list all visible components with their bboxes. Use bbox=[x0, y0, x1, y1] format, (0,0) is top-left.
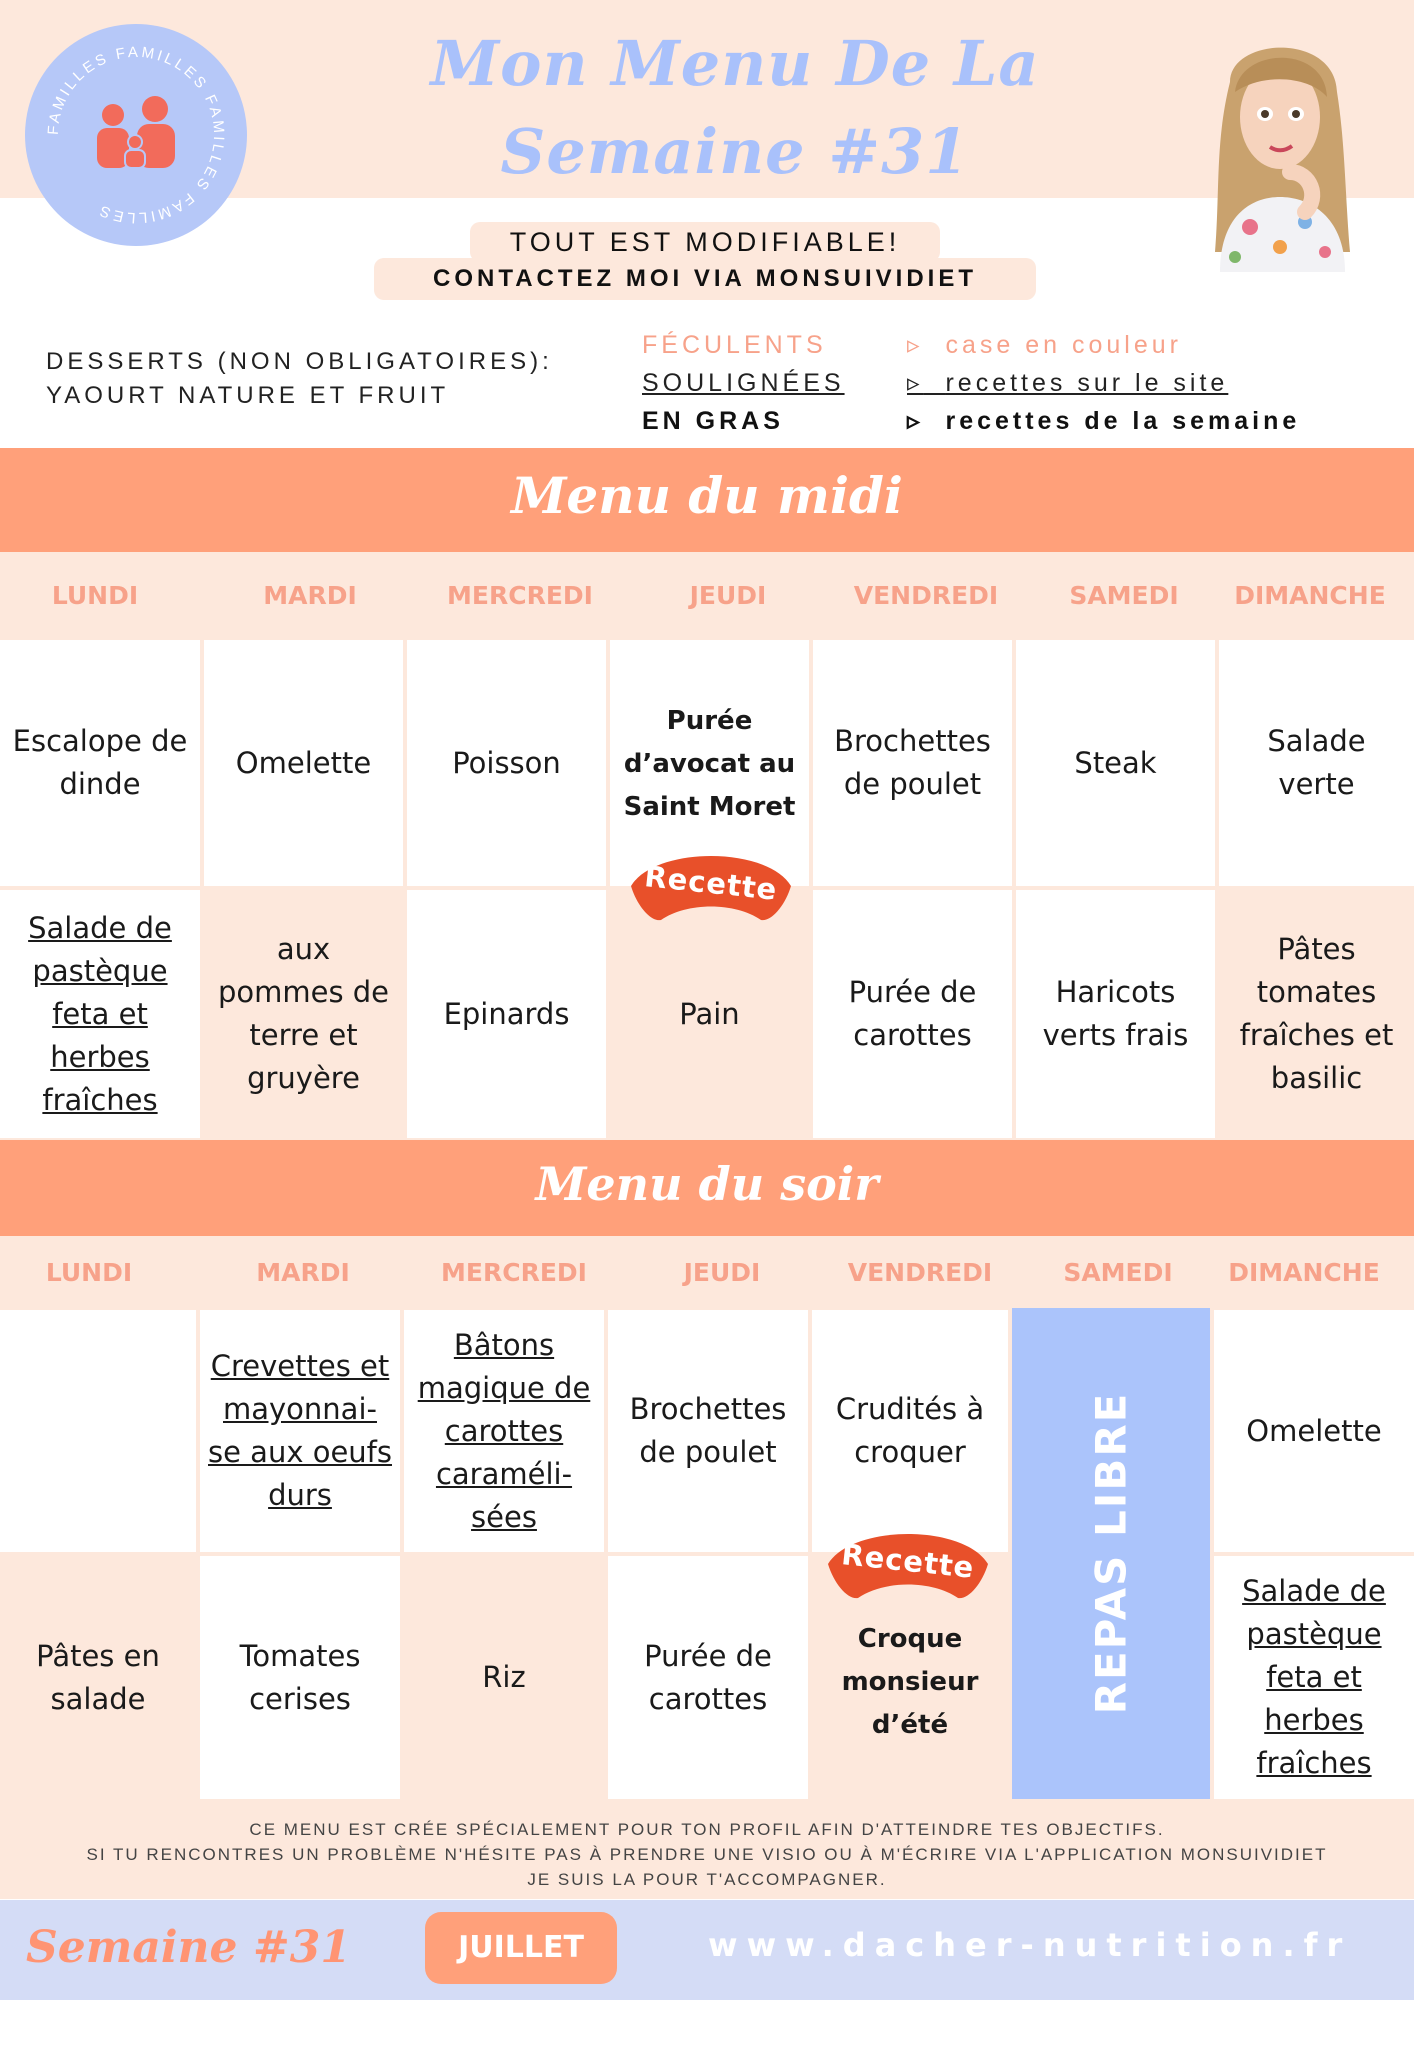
soir-mercredi-side: Riz bbox=[404, 1556, 604, 1799]
repas-libre-block bbox=[1012, 1308, 1210, 1799]
day-dimanche: DIMANCHE bbox=[1234, 580, 1386, 610]
day-mardi: MARDI bbox=[263, 580, 357, 610]
soir-lundi-side: Pâtes en salade bbox=[0, 1556, 196, 1799]
desserts-line-1: DESSERTS (NON OBLIGATOIRES): bbox=[46, 348, 553, 375]
recette-badge-soir bbox=[822, 1530, 994, 1606]
legend-row-en-gras bbox=[642, 402, 1300, 440]
midi-jeudi-main: Purée d’avocat au Saint Moret bbox=[610, 640, 809, 886]
midi-dimanche-side: Pâtes tomates fraîches et basilic bbox=[1219, 890, 1414, 1138]
soir-dimanche-main: Omelette bbox=[1214, 1310, 1414, 1552]
midi-samedi-side: Haricots verts frais bbox=[1016, 890, 1215, 1138]
family-icon bbox=[25, 24, 247, 246]
midi-mercredi-main: Poisson bbox=[407, 640, 606, 886]
day-jeudi: JEUDI bbox=[683, 1257, 761, 1287]
menu-midi-title: Menu du midi bbox=[0, 448, 1414, 552]
midi-mardi-side: aux pommes de terre et gruyère bbox=[204, 890, 403, 1138]
legend-row-soulignees bbox=[642, 364, 1300, 402]
day-vendredi: VENDREDI bbox=[847, 1257, 993, 1287]
soir-mercredi-main: Bâtons magique de carottes caraméli-sées bbox=[404, 1310, 604, 1552]
legend-desc: recettes de la semaine bbox=[945, 407, 1301, 435]
title-line-1: Mon Menu De La bbox=[430, 27, 1040, 100]
title-line-2: Semaine #31 bbox=[500, 115, 970, 188]
day-lundi: LUNDI bbox=[51, 580, 139, 610]
page-title bbox=[330, 20, 1140, 196]
midi-lundi-main: Escalope de dinde bbox=[0, 640, 200, 886]
soir-jeudi-side: Purée de carottes bbox=[608, 1556, 808, 1799]
midi-samedi-main: Steak bbox=[1016, 640, 1215, 886]
legend bbox=[642, 326, 1300, 440]
recette-label: Recette bbox=[839, 1537, 977, 1585]
footer-line-1: CE MENU EST CRÉE SPÉCIALEMENT POUR TON PROFIL AFIN D'ATTEINDRE TES OBJECTIFS. bbox=[249, 1820, 1165, 1839]
midi-jeudi-side: Pain bbox=[610, 890, 809, 1138]
footer-note bbox=[0, 1799, 1414, 1899]
svg-text:FAMILLES FAMILLES FAMILLES FAM: FAMILLES FAMILLES FAMILLES FAMILLES bbox=[44, 43, 228, 227]
desserts-note bbox=[46, 345, 553, 413]
legend-desc: recettes sur le site bbox=[945, 369, 1229, 397]
day-lundi: LUNDI bbox=[45, 1257, 133, 1287]
nutritionist-avatar bbox=[1195, 22, 1365, 272]
week-tag: Semaine #31 bbox=[26, 1922, 351, 1973]
midi-day-header bbox=[0, 552, 1414, 638]
soir-vendredi-main: Crudités à croquer bbox=[812, 1310, 1008, 1552]
month-badge: JUILLET 2025 bbox=[425, 1912, 617, 1984]
midi-dimanche-main: Salade verte bbox=[1219, 640, 1414, 886]
soir-day-header bbox=[0, 1236, 1414, 1308]
desserts-line-2: YAOURT NATURE ET FRUIT bbox=[46, 382, 450, 409]
website-link[interactable]: www.dacher-nutrition.fr bbox=[708, 1926, 1352, 1964]
day-mercredi: MERCREDI bbox=[447, 580, 593, 610]
recette-label: Recette bbox=[642, 859, 780, 907]
legend-arrow: ▹ bbox=[907, 331, 924, 359]
legend-row-feculents bbox=[642, 326, 1300, 364]
families-logo bbox=[25, 24, 247, 246]
day-vendredi: VENDREDI bbox=[853, 580, 999, 610]
day-mardi: MARDI bbox=[256, 1257, 350, 1287]
footer-line-2: SI TU RENCONTRES UN PROBLÈME N'HÉSITE PAS À PRENDRE UNE VISIO OU À M'ÉCRIRE VIA L'APPLICATION MONSUIVIDIET bbox=[86, 1845, 1328, 1864]
midi-vendredi-main: Brochettes de poulet bbox=[813, 640, 1012, 886]
day-jeudi: JEUDI bbox=[689, 580, 767, 610]
midi-mardi-main: Omelette bbox=[204, 640, 403, 886]
legend-arrow: ▹ bbox=[907, 369, 924, 397]
soir-lundi-main bbox=[0, 1310, 196, 1552]
menu-soir-title: Menu du soir bbox=[0, 1140, 1414, 1236]
bottom-bar bbox=[0, 1900, 1414, 2037]
footer-line-3: JE SUIS LA POUR T'ACCOMPAGNER. bbox=[527, 1870, 887, 1889]
contact-note: CONTACTEZ MOI VIA MONSUIVIDIET bbox=[374, 258, 1036, 300]
legend-key: SOULIGNÉES bbox=[642, 369, 845, 397]
soir-dimanche-side: Salade de pastèque feta et herbes fraîches bbox=[1214, 1556, 1414, 1799]
soir-mardi-main: Crevettes et mayonnai-se aux oeufs durs bbox=[200, 1310, 400, 1552]
day-dimanche: DIMANCHE bbox=[1228, 1257, 1380, 1287]
legend-key: EN GRAS bbox=[642, 407, 784, 435]
legend-key: FÉCULENTS bbox=[642, 331, 827, 359]
midi-lundi-side: Salade de pastèque feta et herbes fraîches bbox=[0, 890, 200, 1138]
soir-mardi-side: Tomates cerises bbox=[200, 1556, 400, 1799]
day-samedi: SAMEDI bbox=[1069, 580, 1179, 610]
soir-vendredi-side: Croque monsieur d’été bbox=[812, 1556, 1008, 1799]
midi-mercredi-side: Epinards bbox=[407, 890, 606, 1138]
legend-arrow: ▹ bbox=[907, 407, 924, 435]
modifiable-note: TOUT EST MODIFIABLE! bbox=[470, 222, 940, 262]
day-samedi: SAMEDI bbox=[1063, 1257, 1173, 1287]
repas-libre-label: REPAS LIBRE bbox=[1086, 1391, 1136, 1715]
soir-jeudi-main: Brochettes de poulet bbox=[608, 1310, 808, 1552]
day-mercredi: MERCREDI bbox=[441, 1257, 587, 1287]
recette-badge-midi bbox=[625, 852, 797, 928]
midi-vendredi-side: Purée de carottes bbox=[813, 890, 1012, 1138]
legend-desc: case en couleur bbox=[945, 331, 1182, 359]
